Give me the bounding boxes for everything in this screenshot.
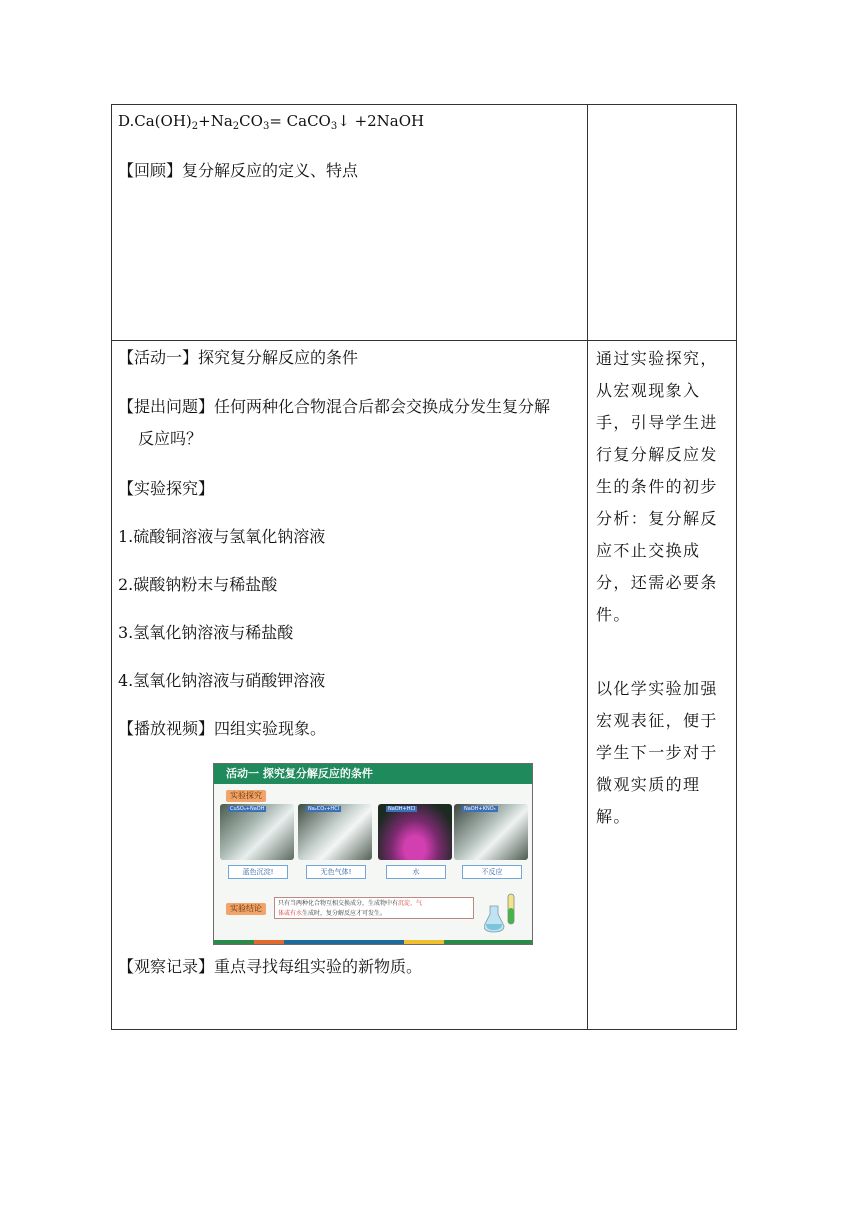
color-stripe bbox=[254, 940, 284, 944]
experiment-slide-image bbox=[213, 763, 533, 945]
flask-icon bbox=[484, 892, 524, 936]
activity-heading: 【活动一】探究复分解反应的条件 bbox=[118, 348, 359, 367]
row-divider bbox=[112, 340, 736, 341]
result-box: 蓝色沉淀! bbox=[228, 865, 288, 879]
result-box: 无色气体! bbox=[306, 865, 366, 879]
question-line-2: 反应吗？ bbox=[138, 429, 203, 448]
experiment-photo-2 bbox=[298, 804, 372, 860]
equation-d: $D.Ca(OH)_2+Na_2CO_3=$ CaCO$_3$↓ +2NaOH bbox=[118, 112, 425, 132]
observe-line: 【观察记录】重点寻找每组实验的新物质。 bbox=[118, 957, 423, 976]
experiment-photo-1 bbox=[220, 804, 294, 860]
video-line: 【播放视频】四组实验现象。 bbox=[118, 719, 327, 738]
experiment-photo-3 bbox=[378, 804, 452, 860]
color-stripe bbox=[404, 940, 444, 944]
question-line-1: 【提出问题】任何两种化合物混合后都会交换成分发生复分解 bbox=[118, 397, 551, 416]
experiment-item: 2.碳酸钠粉末与稀盐酸 bbox=[118, 575, 278, 594]
result-box: 水 bbox=[386, 865, 446, 879]
photo-label: Na₂CO₃+HCl bbox=[308, 806, 340, 812]
conclusion-box: 只有当两种化合物互相交换成分，生成物中有沉淀、气 体或有水生成时，复分解反应才可发生。 bbox=[274, 897, 474, 919]
experiment-heading: 【实验探究】 bbox=[118, 479, 215, 498]
color-stripe bbox=[444, 940, 532, 944]
review-text: 【回顾】复分解反应的定义、特点 bbox=[118, 161, 359, 180]
lesson-table bbox=[111, 104, 737, 1030]
experiment-item: 3.氢氧化钠溶液与稀盐酸 bbox=[118, 623, 294, 642]
slide-title: 活动一 探究复分解反应的条件 bbox=[214, 764, 532, 784]
design-note-1: 通过实验探究，从宏观现象入手，引导学生进行复分解反应发生的条件的初步分析：复分解反应不止交换成分，还需必要条件。 bbox=[596, 349, 718, 624]
result-box: 不反应 bbox=[462, 865, 522, 879]
slide-tag-explore: 实验探究 bbox=[226, 790, 266, 802]
experiment-photo-4 bbox=[454, 804, 528, 860]
photo-label: NaOH+HCl bbox=[388, 806, 416, 812]
slide-tag-conclusion: 实验结论 bbox=[226, 903, 266, 915]
photo-label: CuSO₄+NaOH bbox=[230, 806, 265, 812]
experiment-item: 1.硫酸铜溶液与氢氧化钠溶液 bbox=[118, 527, 326, 546]
color-stripe bbox=[214, 940, 254, 944]
color-stripe bbox=[284, 940, 404, 944]
column-divider bbox=[587, 105, 588, 1029]
experiment-item: 4.氢氧化钠溶液与硝酸钾溶液 bbox=[118, 671, 326, 690]
photo-label: NaOH+KNO₃ bbox=[464, 806, 496, 812]
design-note-2: 以化学实验加强宏观表征，便于学生下一步对于微观实质的理解。 bbox=[596, 679, 718, 826]
